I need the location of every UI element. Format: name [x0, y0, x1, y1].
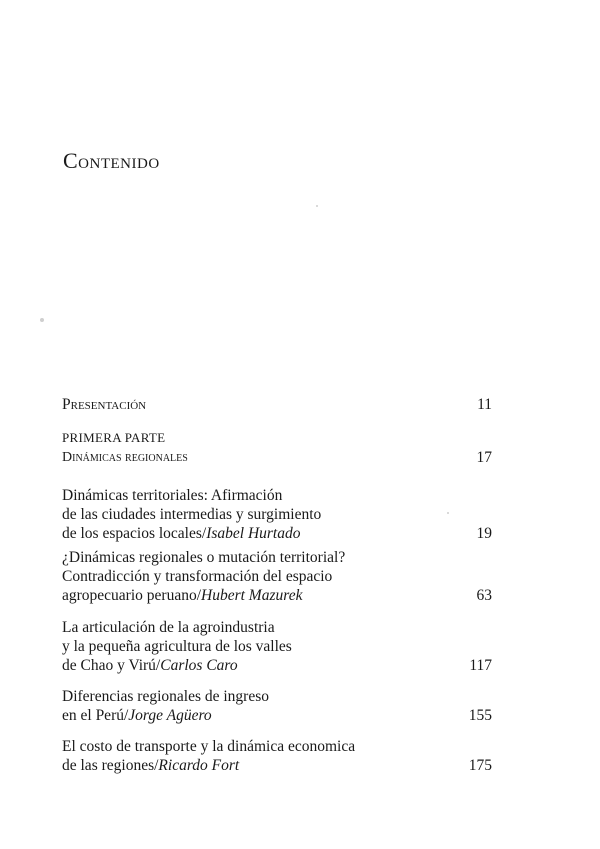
- toc-entry-chapter[interactable]: [62, 687, 492, 725]
- chapter-title-line: y la pequeña agricultura de los valles: [62, 638, 292, 655]
- part-title: Dinámicas regionales: [62, 450, 188, 465]
- chapter-author: Hubert Mazurek: [201, 587, 303, 604]
- toc-entry-part-one[interactable]: [62, 448, 492, 467]
- toc-page-number: 155: [468, 707, 492, 724]
- toc-page-number: 175: [468, 757, 492, 774]
- toc-page-number: 63: [476, 587, 492, 604]
- chapter-title-line: Dinámicas territoriales: Afirmación: [62, 487, 283, 504]
- toc-page-number: 19: [476, 525, 492, 542]
- contents-heading: Contenido: [63, 148, 160, 173]
- toc-entry-chapter[interactable]: [62, 737, 492, 775]
- chapter-title-line: agropecuario peruano/: [62, 587, 202, 604]
- scan-speck: [40, 318, 44, 322]
- chapter-title-line: Contradicción y transformación del espacio: [62, 568, 333, 585]
- chapter-title-line: El costo de transporte y la dinámica economica: [62, 738, 356, 755]
- toc-entry-chapter[interactable]: [62, 486, 492, 543]
- toc-page-number: 11: [477, 396, 492, 413]
- toc-entry-presentacion[interactable]: [62, 395, 492, 414]
- chapter-title-line: de las regiones/: [62, 757, 159, 774]
- chapter-author: Isabel Hurtado: [206, 525, 301, 542]
- chapter-title-line: La articulación de la agroindustria: [62, 619, 275, 636]
- toc-page-number: 17: [476, 449, 492, 466]
- toc-entry-title: Presentación: [62, 396, 147, 413]
- toc-entry-chapter[interactable]: [62, 548, 492, 605]
- chapter-title-line: ¿Dinámicas regionales o mutación territorial?: [62, 549, 346, 566]
- chapter-title-line: de las ciudades intermedias y surgimiento: [62, 506, 322, 523]
- part-label: PRIMERA PARTE: [62, 430, 166, 445]
- toc-entry-chapter[interactable]: [62, 618, 492, 675]
- chapter-title-line: de los espacios locales/: [62, 525, 207, 542]
- toc-page-number: 117: [469, 657, 492, 674]
- chapter-author: Ricardo Fort: [158, 757, 240, 774]
- chapter-title-line: en el Perú/: [62, 707, 129, 724]
- chapter-author: Carlos Caro: [160, 657, 238, 674]
- scan-speck: [316, 205, 318, 207]
- chapter-title-line: de Chao y Virú/: [62, 657, 161, 674]
- scan-speck: [447, 512, 449, 514]
- chapter-author: Jorge Agüero: [128, 707, 212, 724]
- chapter-title-line: Diferencias regionales de ingreso: [62, 688, 270, 705]
